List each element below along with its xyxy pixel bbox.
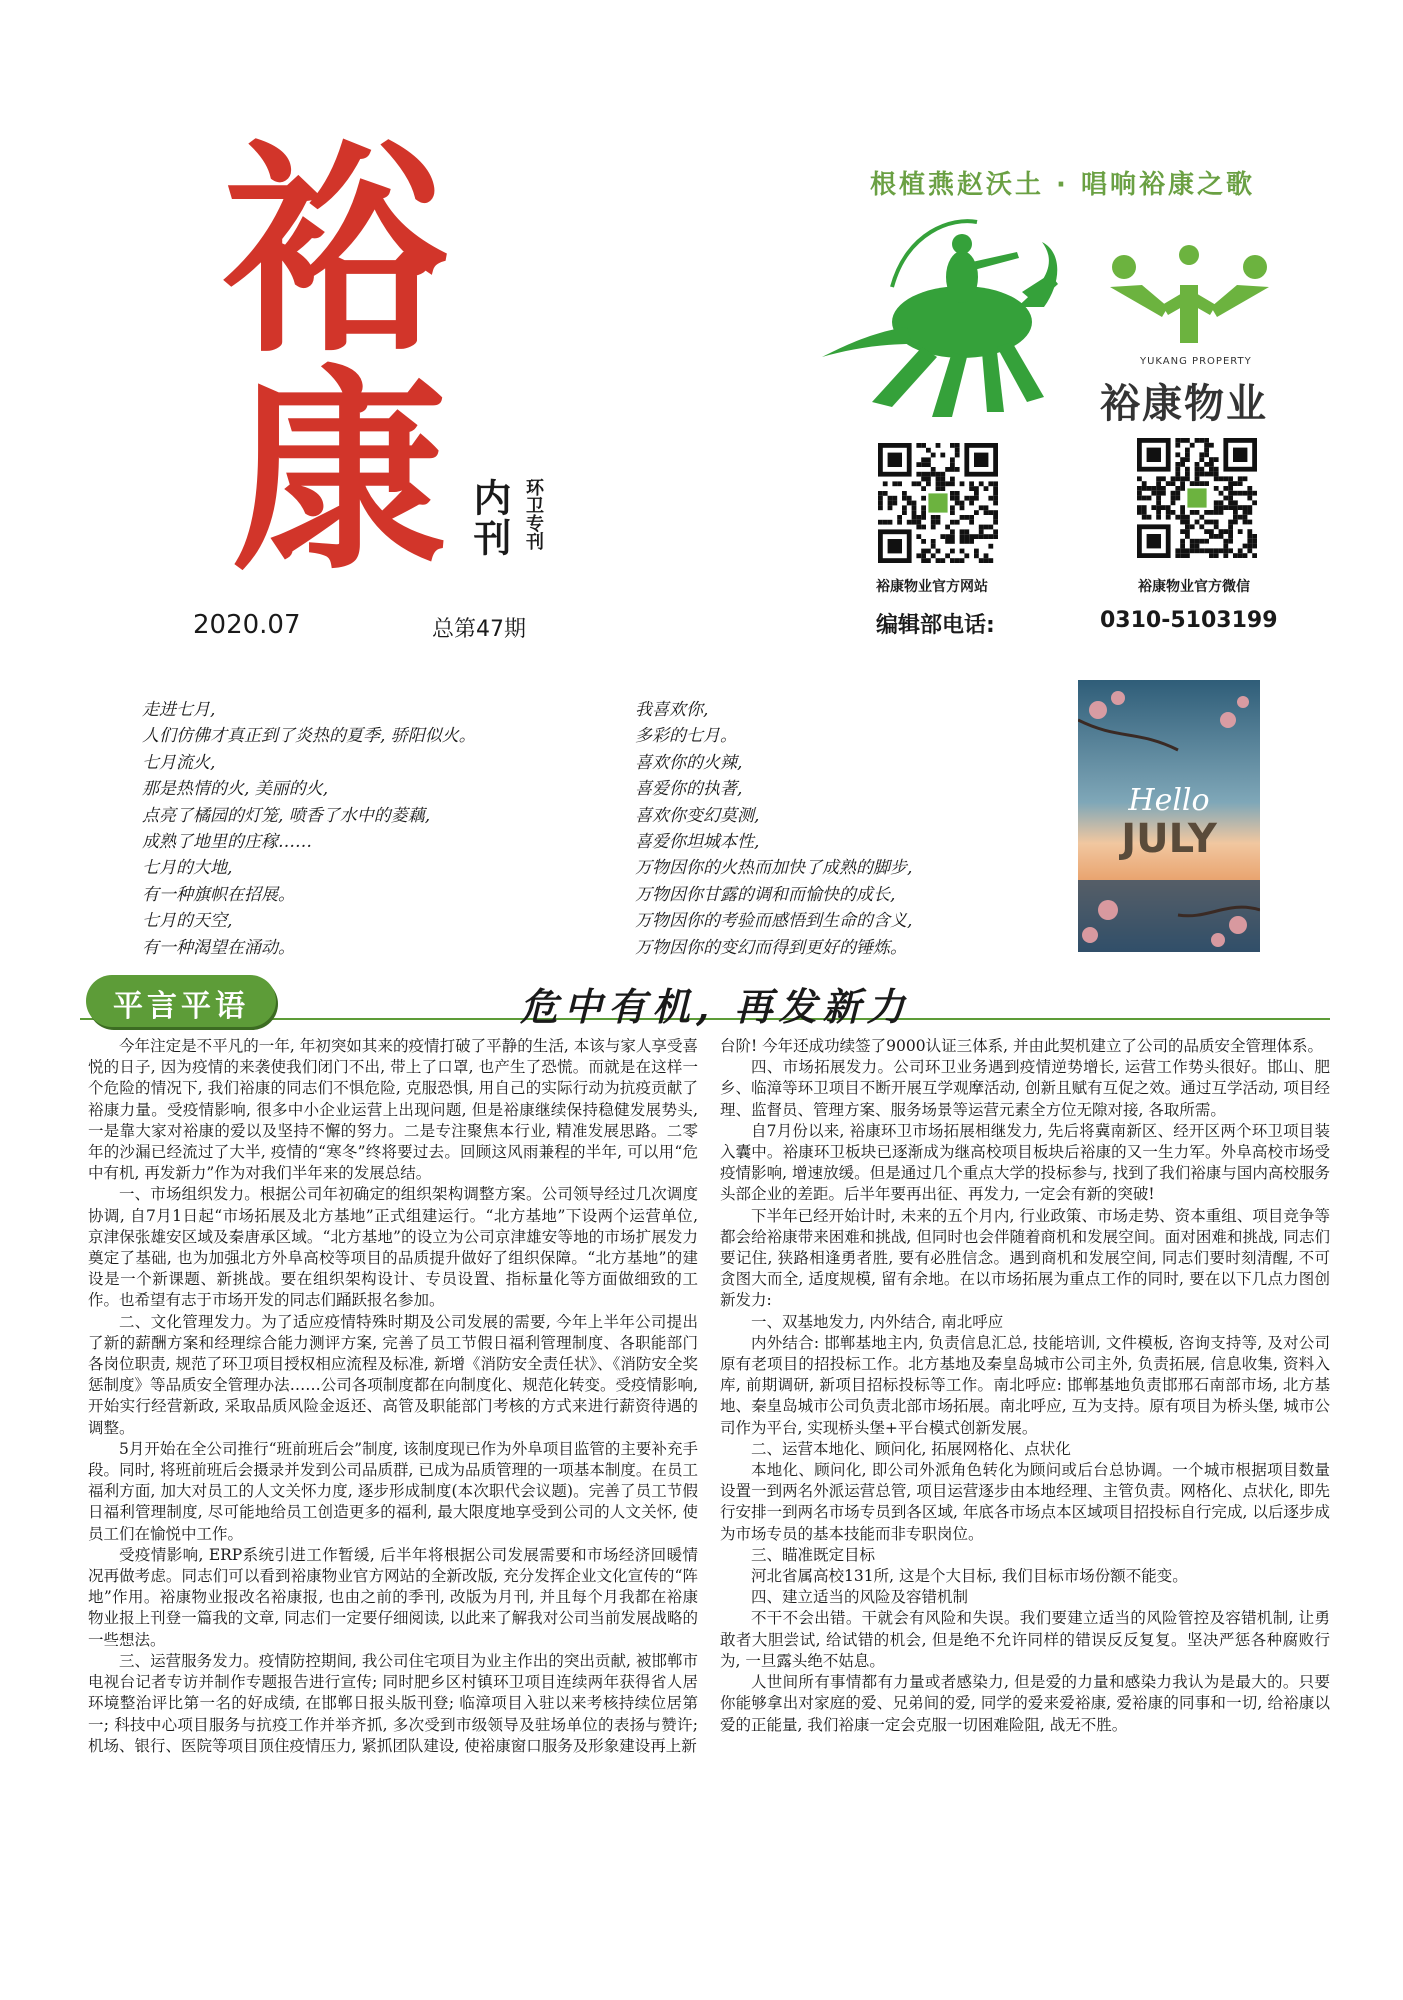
poem-line: 七月的天空, (142, 911, 233, 932)
issue-number: 总第47期 (432, 617, 526, 642)
poem-left-column (142, 697, 476, 961)
july-month-text: JULY (1121, 816, 1217, 862)
qr-website-caption: 裕康物业官方网站 (876, 579, 988, 595)
poem-line: 七月的大地, (142, 858, 233, 879)
poem-line: 喜爱你坦城本性, (635, 832, 760, 853)
article-title: 危中有机, 再发新力 (520, 984, 911, 1029)
article-paragraph: 内外结合: 邯郸基地主内, 负责信息汇总, 技能培训, 文件模板, 咨询支持等, 及对公司原有老项目的招投标工作。北方基地及秦皇岛城市公司主外, 负责拓展, 信息收集, 资料入库, 前期调研, 新项目招标投标等工作。南北呼应: 邯郸基地负责邯邢石南部市场, 北方基地、秦皇岛城市公司负责北部市场拓展。南北呼应, 互为支持。原有项目为桥头堡, 城市公司作为平台, 实现桥头堡+平台模式创新发展。 (720, 1333, 1330, 1437)
qr-code-website (878, 443, 998, 563)
poem-right-column (635, 697, 912, 961)
poem-line: 七月流火, (142, 752, 216, 773)
article-paragraph: 受疫情影响, ERP系统引进工作暂缓, 后半年将根据公司发展需要和市场经济回暖情况再做考虑。同志们可以看到裕康物业官方网站的全新改版, 充分发挥企业文化宣传的“阵地”作用。裕康物业报改名裕康报, 也由之前的季刊, 改版为月刊, 并且每个月我都在裕康物业报上刊登一篇我的文章, 同志们一定要仔细阅读, 以此来了解我对公司当前发展战略的一些想法。 (88, 1545, 698, 1649)
slogan: 根植燕赵沃土 · 唱响裕康之歌 (870, 170, 1255, 200)
article-paragraph: 三、瞄准既定目标 (751, 1545, 876, 1564)
article-paragraph: 二、文化管理发力。为了适应疫情特殊时期及公司发展的需要, 今年上半年公司提出了新的薪酬方案和经理综合能力测评方案, 完善了员工节假日福利管理制度、各职能部门各岗位职责, 规范了环卫项目授权相应流程及标准, 新增《消防安全责任状》、《消防安全奖惩制度》等品质安全管理办法……公司各项制度都在向制度化、规范化转变。受疫情影响, 开始实行经营新政, 采取品质风险金返还、高管及职能部门考核的方式来进行薪资待遇的调整。 (88, 1312, 698, 1437)
poem-line: 有一种旗帜在招展。 (142, 884, 295, 905)
brand-chinese-name: 裕康物业 (1100, 381, 1268, 427)
article-paragraph: 不干不会出错。干就会有风险和失误。我们要建立适当的风险管控及容错机制, 让勇敢者大胆尝试, 给试错的机会, 但是绝不允许同样的错误反反复复。坚决严惩各种腐败行为, 一旦露头绝不姑息。 (720, 1609, 1330, 1670)
hello-july-image (1078, 680, 1260, 952)
column-name: 平言平语 (113, 989, 249, 1024)
poem-line: 万物因你的变幻而得到更好的锤炼。 (635, 937, 907, 958)
brand-english-name: YUKANG PROPERTY (1140, 356, 1252, 367)
poem-line: 喜爱你的执著, (635, 779, 743, 800)
poem-line: 走进七月, (142, 700, 216, 720)
qr-wechat-caption: 裕康物业官方微信 (1138, 579, 1250, 595)
article-right-column (720, 1036, 1330, 1736)
article-paragraph: 台阶! 今年还成功续签了9000认证三体系, 并由此契机建立了公司的品质安全管理体系。 (720, 1037, 1323, 1055)
editorial-phone-label: 编辑部电话: (876, 613, 995, 638)
poem-line: 万物因你的考验而感悟到生命的含义, (635, 911, 913, 932)
poem-line: 多彩的七月。 (635, 726, 737, 747)
editorial-phone-number: 0310-5103199 (1100, 608, 1278, 633)
qr-code-wechat (1137, 438, 1257, 558)
article-paragraph: 下半年已经开始计时, 未来的五个月内, 行业政策、市场走势、资本重组、项目竞争等都会给裕康带来困难和挑战, 但同时也会伴随着商机和发展空间。面对困难和挑战, 同志们要记住, 狭路相逢勇者胜, 要有必胜信念。遇到商机和发展空间, 同志们要时刻清醒, 不可贪图大而全, 适度规模, 留有余地。在以市场拓展为重点工作的同时, 要在以下几点力图创新发力: (720, 1206, 1330, 1310)
article-paragraph: 今年注定是不平凡的一年, 年初突如其来的疫情打破了平静的生活, 本该与家人享受喜悦的日子, 因为疫情的来袭使我们闭门不出, 带上了口罩, 也产生了恐慌。而就是在这样一个危险的情况下, 我们裕康的同志们不惧危险, 克服恐惧, 用自己的实际行动为抗疫贡献了裕康力量。受疫情影响, 很多中小企业运营上出现问题, 但是裕康继续保持稳健发展势头, 一是靠大家对裕康的爱以及坚持不懈的努力。二是专注聚焦本行业, 精准发展思路。二零年的沙漏已经流过了大半, 疫情的“寒冬”终将要过去。回顾这风雨兼程的半年, 可以用“危中有机, 再发新力”作为对我们半年来的发展总结。 (88, 1037, 698, 1183)
issue-date: 2020.07 (193, 610, 301, 640)
article-paragraph: 一、市场组织发力。根据公司年初确定的组织架构调整方案。公司领导经过几次调度协调, 自7月1日起“市场拓展及北方基地”正式组建运行。“北方基地”下设两个运营单位, 京津保张雄安区域及秦唐承区域。“北方基地”的设立为公司京津雄安等地的市场扩展发力奠定了基础, 也为加强北方外阜高校等项目的品质提升做好了组织保障。“北方基地”的建设是一个新课题、新挑战。要在组织架构设计、专员设置、指标量化等方面做细致的工作。也希望有志于市场开发的同志们踊跃报名参加。 (88, 1185, 698, 1310)
poem-line: 成熟了地里的庄稼…… (142, 832, 312, 853)
article-paragraph: 一、双基地发力, 内外结合, 南北呼应 (751, 1312, 1004, 1331)
yukang-brand-logo (1102, 245, 1277, 345)
poem-line: 人们仿佛才真正到了炎热的夏季, 骄阳似火。 (142, 726, 476, 747)
poem-line: 那是热情的火, 美丽的火, (142, 779, 329, 800)
article-paragraph: 河北省属高校131所, 这是个大目标, 我们目标市场份额不能变。 (751, 1567, 1188, 1586)
huanwei-label: 环卫专刊 (523, 478, 544, 550)
neikan-label: 内刊 (467, 478, 511, 558)
horse-rider-logo (812, 212, 1067, 427)
july-hello-text: Hello (1128, 783, 1210, 818)
poem-line: 万物因你甘露的调和而愉快的成长, (635, 884, 896, 905)
poem-line: 喜欢你的火辣, (635, 752, 743, 773)
article-paragraph: 二、运营本地化、顾问化, 拓展网格化、点状化 (751, 1439, 1071, 1458)
article-paragraph: 5月开始在全公司推行“班前班后会”制度, 该制度现已作为外阜项目监管的主要补充手段。同时, 将班前班后会摄录并发到公司品质群, 已成为品质管理的一项基本制度。在员工福利方面, 加大对员工的人文关怀力度, 逐步形成制度(本次职代会议题)。完善了员工节假日福利管理制度, 尽可能地给员工创造更多的福利, 最大限度地享受到公司的人文关怀, 使员工们在愉悦中工作。 (88, 1439, 698, 1543)
article-paragraph: 四、建立适当的风险及容错机制 (751, 1588, 969, 1607)
article-paragraph: 本地化、顾问化, 即公司外派角色转化为顾问或后台总协调。一个城市根据项目数量设置一到两名外派运营总管, 项目运营逐步由本地经理、主管负责。网格化、点状化, 即先行安排一到两名市场专员到各区域, 年底各市场点本区域项目招投标自行完成, 以后逐步成为市场专员的基本技能而非专职岗位。 (720, 1461, 1330, 1543)
masthead-char-kang: 康 (232, 346, 447, 599)
article-paragraph: 三、运营服务发力。疫情防控期间, 我公司住宅项目为业主作出的突出贡献, 被邯郸市电视台记者专访并制作专题报告进行宣传; 同时肥乡区村镇环卫项目连续两年获得省人居环境整治评比第一名的好成绩, 在邯郸日报头版刊登; 临漳项目入驻以来考核持续位居第一; 科技中心项目服务与抗疫工作并举齐抓, 多次受到市级领导及驻场单位的表扬与赞许; 机场、银行、医院等项目顶住疫情压力, 紧抓团队建设, 使裕康窗口服务及形象建设再上新 (88, 1651, 698, 1755)
masthead-char-yu: 裕 (222, 120, 447, 384)
article-paragraph: 自7月份以来, 裕康环卫市场拓展相继发力, 先后将冀南新区、经开区两个环卫项目装入囊中。裕康环卫板块已逐渐成为继高校项目板块后裕康的又一生力军。外阜高校市场受疫情影响, 增速放缓。但是通过几个重点大学的投标参与, 找到了我们裕康与国内高校服务头部企业的差距。后半年要再出征、再发力, 一定会有新的突破! (720, 1121, 1330, 1204)
article-paragraph: 四、市场拓展发力。公司环卫业务遇到疫情逆势增长, 运营工作势头很好。邯山、肥乡、临漳等环卫项目不断开展互学观摩活动, 创新且赋有互促之效。通过互学活动, 项目经理、监督员、管理方案、服务场景等运营元素全方位无隙对接, 各取所需。 (720, 1058, 1330, 1119)
poem-line: 喜欢你变幻莫测, (635, 805, 760, 826)
poem-line: 点亮了橘园的灯笼, 喷香了水中的菱藕, (142, 805, 431, 826)
poem-line: 万物因你的火热而加快了成熟的脚步, (635, 858, 913, 879)
article-paragraph: 人世间所有事情都有力量或者感染力, 但是爱的力量和感染力我认为是最大的。只要你能够拿出对家庭的爱、兄弟间的爱, 同学的爱来爱裕康, 爱裕康的同事和一切, 给裕康以爱的正能量, 我们裕康一定会克服一切困难险阻, 战无不胜。 (720, 1673, 1330, 1734)
poem-line: 我喜欢你, (635, 700, 709, 720)
poem-line: 有一种渴望在涌动。 (142, 937, 295, 958)
article-left-column (88, 1036, 698, 1757)
